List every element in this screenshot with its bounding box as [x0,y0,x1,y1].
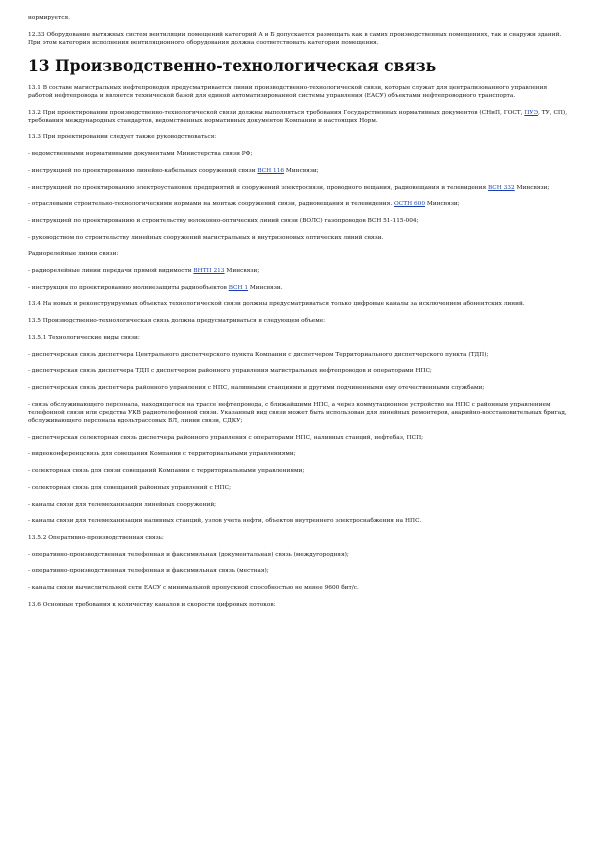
list-item: - руководством по строительству линейных сооружений магистральных и внутризоновых оптических линий связи. [28,234,384,241]
list-item [28,267,573,275]
list-item: - каналы связи для телемеханизации линейных сооружений; [28,501,217,508]
paragraph-fragment: нормируется. [28,15,70,21]
list-item: - диспетчерская связь диспетчера районного управления с НПС, наливными станциями и другими подчиненными ему отечественными службами; [28,384,485,391]
paragraph-13-1: 13.1 В составе магистральных нефтепроводов предусматривается линии производственно-технологической связи, которые служат для централизованного управления работой нефтепровода и является технической базой для единой автоматизированной системы управления (ЕАСУ) объектами нефтепроводного транспорта. [28,84,548,99]
list-item-text: Минсвязи; [514,184,550,191]
paragraph-13-4: 13.4 На новых и реконструируемых объектах технологической связи должны предусматриваться только цифровые каналы за исключением абонентских линий. [28,301,525,308]
list-item-text: - радиорелейные линии передачи прямой видимости [28,268,194,275]
list-item-text: Минсвязи; [284,167,319,174]
list-item: - диспетчерская связь диспетчера ТДП с диспетчером районного управления магистральных нефтепроводов и операторами НПС; [28,368,432,375]
link-vsn-116[interactable]: ВСН 116 [257,167,285,174]
list-item: - ведомственными нормативными документами Министерства связи РФ; [28,151,253,158]
link-vsn-1[interactable]: ВСН 1 [228,284,249,291]
paragraph-12-33: 12.33 Оборудование вытяжных систем вентиляции помещений категорий А и Б допускается размещать как в самих производственных помещениях, так и снаружи зданий. При этом категория исполнения вентиляционного оборудования должна соответствовать категории помещения. [28,31,562,46]
paragraph-13-5: 13.5 Производственно-технологическая связь должна предусматриваться в следующем объеме: [28,318,326,325]
paragraph-13-2 [28,109,573,125]
list-item: - селекторная связь для совещаний районных управлений с НПС; [28,484,232,491]
list-item [28,167,573,175]
list-item: - оперативно-производственная телефонная и факсимильная (документальная) связь (междугородняя); [28,551,349,558]
list-item [28,200,573,208]
paragraph-radio-relay: Радиорелейные линии связи: [28,251,119,258]
list-item: - диспетчерская селекторная связь диспетчера районного управления с операторами НПС, наливных станций, нефтебаз, ПСП; [28,434,424,441]
list-item-text: - инструкция по проектированию молниезащиты радиообъектов [28,284,229,291]
paragraph-text: , ТУ, СП), требования международных стандартов, ведомственных нормативных документов Компании и настоящих Норм. [28,109,568,124]
link-pue[interactable]: ПУЭ [524,109,539,116]
paragraph-text: 13.2 При проектировании производственно-технологической связи должны выполняться требования Государственных нормативных документов (СНиП, ГОСТ, [28,109,525,116]
list-item: - диспетчерская связь диспетчера Центрального диспетчерского пункта Компании с диспетчером Территориального диспетчерского пункта (ТДП); [28,351,489,358]
list-item: - инструкцией по проектированию и строительству волоконно-оптических линий связи (ВОЛС) газопроводов ВСН 51-115-004; [28,217,419,224]
list-item-text: - отраслевыми строительно-технологическими нормами на монтаж сооружений связи, радиовещания и телевидения. [28,201,395,208]
link-vsn-332[interactable]: ВСН 332 [488,184,515,191]
paragraph-13-5-1: 13.5.1 Технологические виды связи: [28,334,140,341]
list-item: - видеоконференцсвязь для совещания Компании с территориальными управлениями; [28,451,296,458]
list-item: - каналы связи для телемеханизации наливных станций, узлов учета нефти, объектов внутреннего электроснабжения на НПС. [28,518,422,525]
paragraph-13-5-2: 13.5.2 Оперативно-производственная связь: [28,535,164,541]
paragraph-13-3: 13.3 При проектировании следует также руководствоваться: [28,134,217,141]
list-item-text: - инструкцией по проектированию линейно-кабельных сооружений связи [28,167,258,174]
list-item-text: Минсвязи. [248,284,283,291]
section-heading: 13 Производственно-технологическая связь [28,55,437,75]
list-item: - каналы связи вычислительной сети ЕАСУ с минимальной пропускной способностью не менее 9600 бит/с. [28,585,359,592]
list-item [28,184,573,192]
link-ostn-600[interactable]: ОСТН 600 [394,201,426,208]
list-item-text: Минсвязи; [425,201,460,208]
list-item-text: Минсвязи; [224,268,260,275]
list-item: - селекторная связь для связи совещаний Компании с территориальными управлениями; [28,468,305,475]
paragraph-13-6: 13.6 Основные требования к количеству каналов и скорости цифровых потоков: [28,601,276,608]
list-item-text: - инструкцией по проектированию электроустановок предприятий и сооружений электросвязи, проводного вещания, радиовещания и телевидения [28,184,489,191]
list-item: - оперативно-производственная телефонная и факсимильная связь (местная); [28,568,269,575]
list-item: - связь обслуживающего персонала, находящегося на трассе нефтепровода, с ближайшими НПС, а через коммутационное устройство на НПС с районным управлением телефонной связи или средства УКВ радиотелефонной связи. Указанный вид связи может быть использован для линейных ремонтеров, аварийно-восстановительных бригад, обслуживающего персонала вдольтрассовых ВЛ, линии связи, СДКУ; [28,401,567,425]
list-item [28,284,573,292]
link-vntp-213[interactable]: ВНТП 213 [193,268,225,275]
